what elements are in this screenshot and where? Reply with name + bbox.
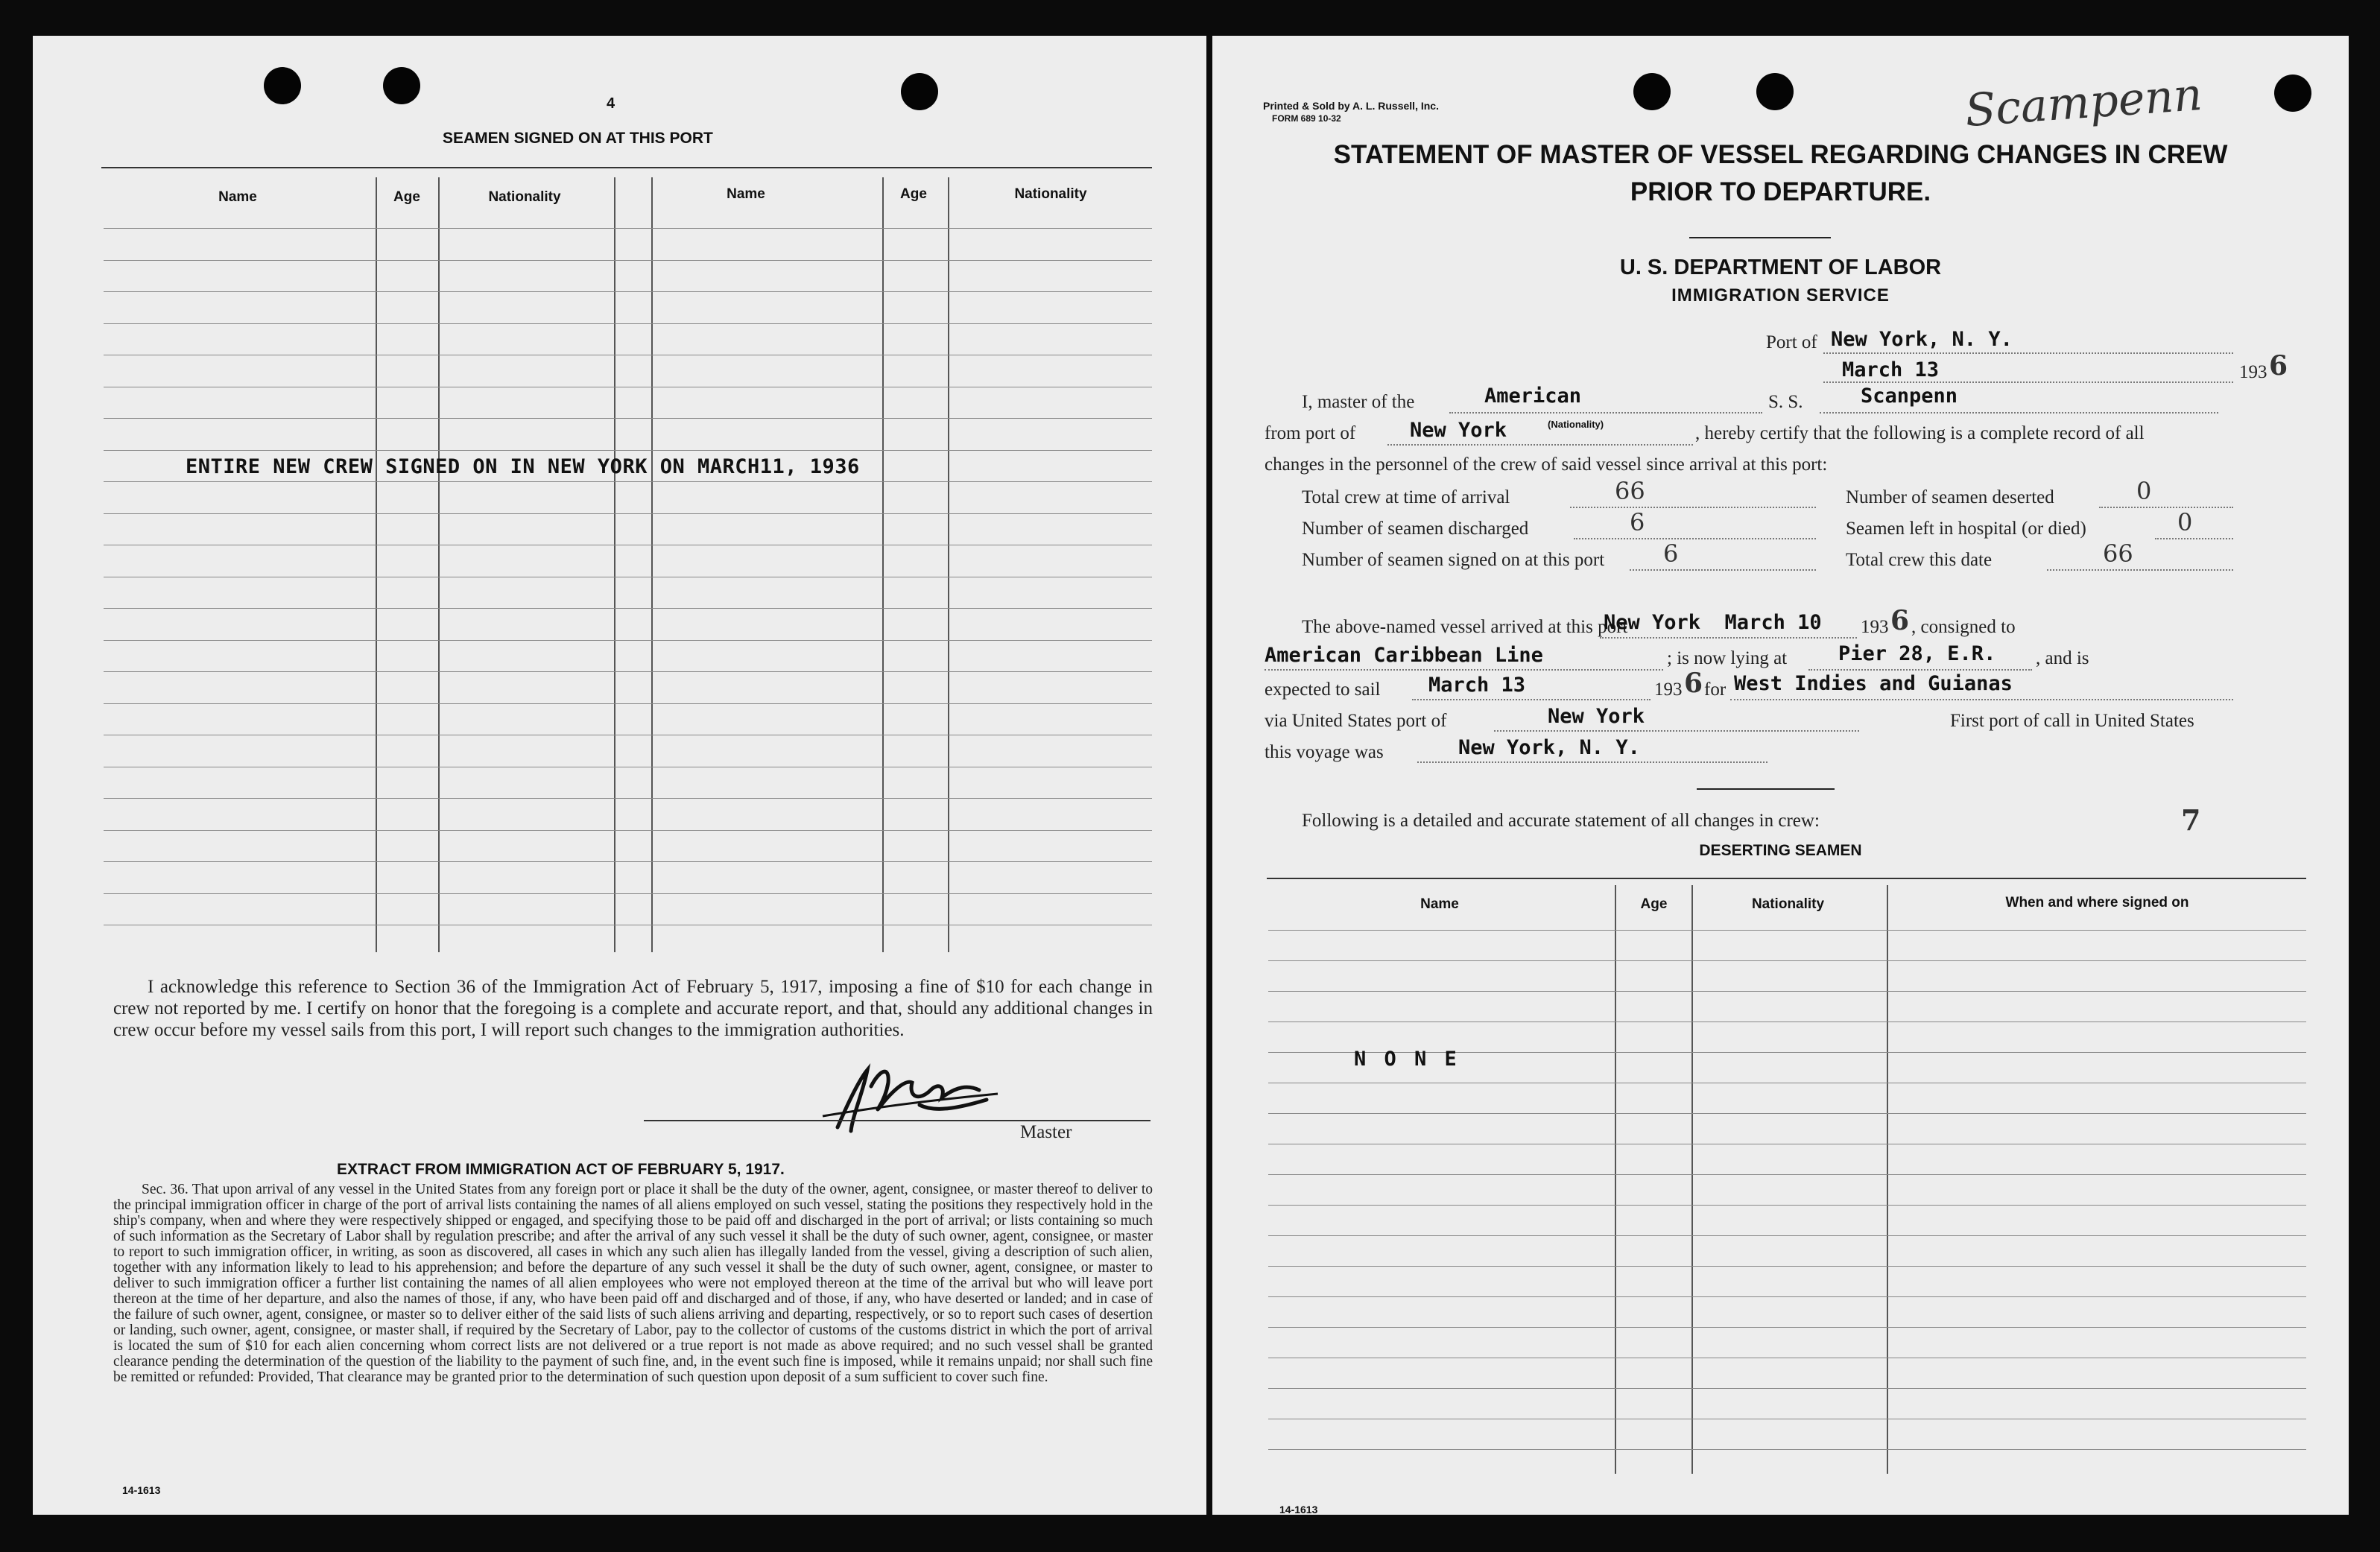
vessel-nationality: American (1484, 384, 1582, 408)
arrived-label: The above-named vessel arrived at this port (1302, 617, 1628, 637)
ss-label: S. S. (1768, 392, 1803, 412)
table-column-divider (948, 177, 949, 952)
table-column-divider (438, 177, 440, 952)
fill-line (1630, 569, 1816, 571)
total-crew-arrival-value: 66 (1615, 477, 1645, 505)
sail-year-digit: 6 (1684, 668, 1703, 699)
deserted-label: Number of seamen deserted (1846, 487, 2054, 507)
consignee-value: American Caribbean Line (1265, 644, 1543, 667)
certify-text-continued: changes in the personnel of the crew of said vessel since arrival at this port: (1265, 454, 1828, 475)
fill-line (1387, 444, 1693, 446)
master-label: Master (1020, 1122, 1072, 1142)
column-header-nationality: Nationality (1014, 186, 1087, 202)
table-row-rule (104, 228, 1152, 229)
signature-line (644, 1120, 1151, 1121)
fill-line (1730, 699, 2233, 700)
table-row-rule (104, 798, 1152, 799)
fill-line (2099, 507, 2233, 508)
sail-date: March 13 (1428, 674, 1526, 697)
table-row-rule (1268, 1388, 2306, 1389)
fill-line (1808, 669, 2032, 671)
none-entry: N O N E (1354, 1048, 1460, 1071)
certify-text: , hereby certify that the following is a complete record of all (1695, 423, 2145, 443)
via-label: via United States port of (1265, 711, 1447, 731)
punch-hole (264, 67, 301, 104)
column-header-age: Age (393, 189, 420, 205)
total-crew-date-value: 66 (2103, 539, 2133, 568)
table-row-rule (104, 830, 1152, 831)
right-page (1212, 36, 2349, 1515)
fill-line (1412, 699, 1651, 700)
column-header-name: Name (1420, 896, 1459, 912)
table-row-rule (104, 481, 1152, 482)
discharged-value: 6 (1630, 508, 1645, 536)
fill-line (1265, 669, 1663, 671)
fill-line (1570, 507, 1816, 508)
table-row-rule (1268, 1449, 2306, 1450)
handwritten-vessel-note: Scampenn (1963, 68, 2204, 138)
table-column-divider (882, 177, 884, 952)
fill-line (1417, 761, 1767, 763)
following-statement: Following is a detailed and accurate statement of all changes in crew: (1302, 811, 1820, 831)
table-row-rule (1268, 1327, 2306, 1328)
deserting-title: DESERTING SEAMEN (1699, 842, 1862, 859)
consigned-label: , consigned to (1911, 617, 2016, 637)
port-value: New York, N. Y. (1831, 328, 2013, 351)
fill-line (1494, 730, 1859, 732)
expected-label: expected to sail (1265, 680, 1381, 700)
table-row-rule (1268, 1113, 2306, 1114)
punch-hole (1756, 73, 1794, 110)
left-page (33, 36, 1206, 1515)
destination-value: West Indies and Guianas (1734, 672, 2013, 695)
for-label: for (1704, 680, 1727, 700)
arrival-port-date: New York March 10 (1604, 611, 1822, 634)
table-row-rule (104, 291, 1152, 292)
table-row-rule (1268, 1205, 2306, 1206)
discharged-label: Number of seamen discharged (1302, 519, 1529, 539)
table-column-divider (651, 177, 653, 952)
footer-code: 14-1613 (1279, 1504, 1318, 1515)
hospital-label: Seamen left in hospital (or died) (1846, 519, 2086, 539)
and-is-label: , and is (2036, 648, 2089, 668)
nationality-caption: (Nationality) (1548, 419, 1604, 430)
first-port-value: New York, N. Y. (1458, 736, 1640, 759)
table-row-rule (1268, 930, 2306, 931)
master-signature (808, 1057, 1009, 1138)
section-rule (1697, 788, 1835, 790)
lying-label: ; is now lying at (1667, 648, 1788, 668)
table-top-rule (101, 167, 1152, 168)
table-column-divider (376, 177, 377, 952)
page-mark: 7 (2181, 803, 2201, 837)
table-row-rule (104, 640, 1152, 641)
form-title: STATEMENT OF MASTER OF VESSEL REGARDING CHANGES IN CREW (1333, 140, 2228, 169)
column-header-nationality: Nationality (1751, 896, 1825, 912)
total-crew-date-label: Total crew this date (1846, 550, 1993, 570)
section-title: SEAMEN SIGNED ON AT THIS PORT (443, 130, 713, 147)
table-row-rule (1268, 1235, 2306, 1236)
fill-line (1600, 637, 1857, 639)
first-port-label: First port of call in United States (1950, 711, 2194, 731)
printer-credit: Printed & Sold by A. L. Russell, Inc. (1263, 100, 1439, 112)
form-title-line-2: PRIOR TO DEPARTURE. (1630, 177, 1931, 206)
total-crew-arrival-label: Total crew at time of arrival (1302, 487, 1510, 507)
from-port-label: from port of (1265, 423, 1356, 443)
year-prefix: 193 (2239, 362, 2267, 382)
column-header-nationality: Nationality (488, 189, 561, 205)
table-column-divider (1691, 885, 1693, 1474)
signed-on-label: Number of seamen signed on at this port (1302, 550, 1605, 570)
table-row-rule (104, 703, 1152, 704)
statement-date: March 13 (1842, 358, 1940, 381)
punch-hole (901, 73, 938, 110)
fill-line (1823, 352, 2233, 354)
table-column-divider (1615, 885, 1616, 1474)
column-header-name: Name (727, 186, 765, 202)
punch-hole (1633, 73, 1671, 110)
table-row-rule (1268, 1174, 2306, 1175)
page-number: 4 (607, 95, 615, 112)
table-row-rule (104, 671, 1152, 672)
table-row-rule (104, 323, 1152, 324)
column-header-age: Age (1640, 896, 1668, 912)
table-row-rule (104, 513, 1152, 514)
hospital-value: 0 (2177, 508, 2193, 536)
form-number: FORM 689 10-32 (1272, 113, 1341, 124)
service-name: IMMIGRATION SERVICE (1671, 285, 1890, 305)
master-of-label: I, master of the (1302, 392, 1415, 412)
vessel-name: Scanpenn (1861, 384, 1958, 408)
pier-location: Pier 28, E.R. (1838, 642, 1996, 665)
fill-line (2047, 569, 2233, 571)
fill-line (1574, 538, 1816, 539)
fill-line (1823, 381, 2233, 383)
desert-table-top-rule (1267, 878, 2306, 879)
column-header-when-where: When and where signed on (2005, 895, 2189, 910)
via-port-value: New York (1548, 705, 1645, 728)
table-row-rule (1268, 1296, 2306, 1297)
punch-hole (383, 67, 420, 104)
table-row-rule (104, 450, 1152, 451)
footer-code: 14-1613 (122, 1484, 161, 1496)
title-rule (1689, 237, 1831, 238)
arrival-year-digit: 6 (1890, 605, 1910, 636)
extract-text: Sec. 36. That upon arrival of any vessel in the United States from any foreign port or place it shall be the duty of the owner, agent, consignee, or master thereof to deliver to the principal immigration officer in charge of the port of arrival lists containing the names of all aliens employed on such vessel, stating the positions they respectively hold in the ship's company, when and where they were respectively shipped or engaged, and specifying those to be paid off and discharged in the port of arrival; or lists containing so much of such information as the Secretary of Labor shall by regulation prescribe; and after the arrival of any such vessel it shall be the duty of such owner, agent, consignee, or master to report to such immigration officer, in writing, as soon as discovered, all cases in which any such alien has illegally landed from the vessel, giving a description of such alien, together with any information likely to lead to his apprehension; and before the departure of any such vessel it shall be the duty of such owner, agent, consignee, or master to deliver to such immigration officer a further list containing the names of all alien employees who were not employed thereon at the time of the arrival but who will leave port thereon at the time of her departure, and also the names of those, if any, who have been paid off and discharged and of those, if any, who have deserted or landed; and in case of the failure of such owner, agent, consignee, or master so to deliver either of the said lists of such aliens arriving and departing, respectively, or so to report such cases of desertion or landing, such owner, agent, consignee, or master shall, if required by the Secretary of Labor, pay to the collector of customs of the customs district in which the port of arrival is located the sum of $10 for each alien concerning whom correct lists are not delivered or a true report is not made as above required; and no such vessel shall be granted clearance pending the determination of the question of the liability to the payment of such fine, and, in the event such fine is imposed, while it remains unpaid; nor shall such fine be remitted or refunded: Provided, That clearance may be granted prior to the determination of such question upon deposit of a sum sufficient to cover such fine. (113, 1182, 1153, 1385)
table-column-divider (614, 177, 615, 952)
fill-line (2155, 538, 2233, 539)
table-row-rule (104, 893, 1152, 894)
acknowledgment-paragraph: I acknowledge this reference to Section 36 of the Immigration Act of February 5, 1917, imposing a fine of $10 for each change in crew not reported by me. I certify on honor that the foregoing is a complete and accurate report, and that, should any additional changes in crew occur before my vessel sails from this port, I will report such changes to the immigration authorities. (113, 977, 1153, 1040)
arrival-year-prefix: 193 (1861, 617, 1889, 637)
from-port-value: New York (1410, 419, 1507, 442)
table-row-rule (1268, 960, 2306, 961)
table-row-rule (104, 418, 1152, 419)
fill-line (1449, 412, 1762, 414)
table-row-rule (104, 260, 1152, 261)
table-column-divider (1887, 885, 1888, 1474)
fill-line (1820, 412, 2218, 414)
table-row-rule (104, 861, 1152, 862)
table-row-rule (104, 608, 1152, 609)
typed-crew-entry: ENTIRE NEW CREW SIGNED ON IN NEW YORK ON MARCH11, 1936 (186, 455, 860, 478)
table-row-rule (1268, 1266, 2306, 1267)
column-header-age: Age (900, 186, 927, 202)
deserted-value: 0 (2136, 477, 2152, 505)
extract-title: EXTRACT FROM IMMIGRATION ACT OF FEBRUARY 5, 1917. (337, 1161, 785, 1178)
table-row-rule (1268, 991, 2306, 992)
signed-on-value: 6 (1663, 539, 1679, 568)
port-label: Port of (1766, 332, 1817, 352)
sail-year-prefix: 193 (1654, 680, 1683, 700)
column-header-name: Name (218, 189, 257, 205)
department-name: U. S. DEPARTMENT OF LABOR (1619, 256, 1942, 279)
year-digit: 6 (2269, 350, 2288, 381)
punch-hole (2274, 75, 2311, 112)
voyage-label: this voyage was (1265, 742, 1384, 762)
